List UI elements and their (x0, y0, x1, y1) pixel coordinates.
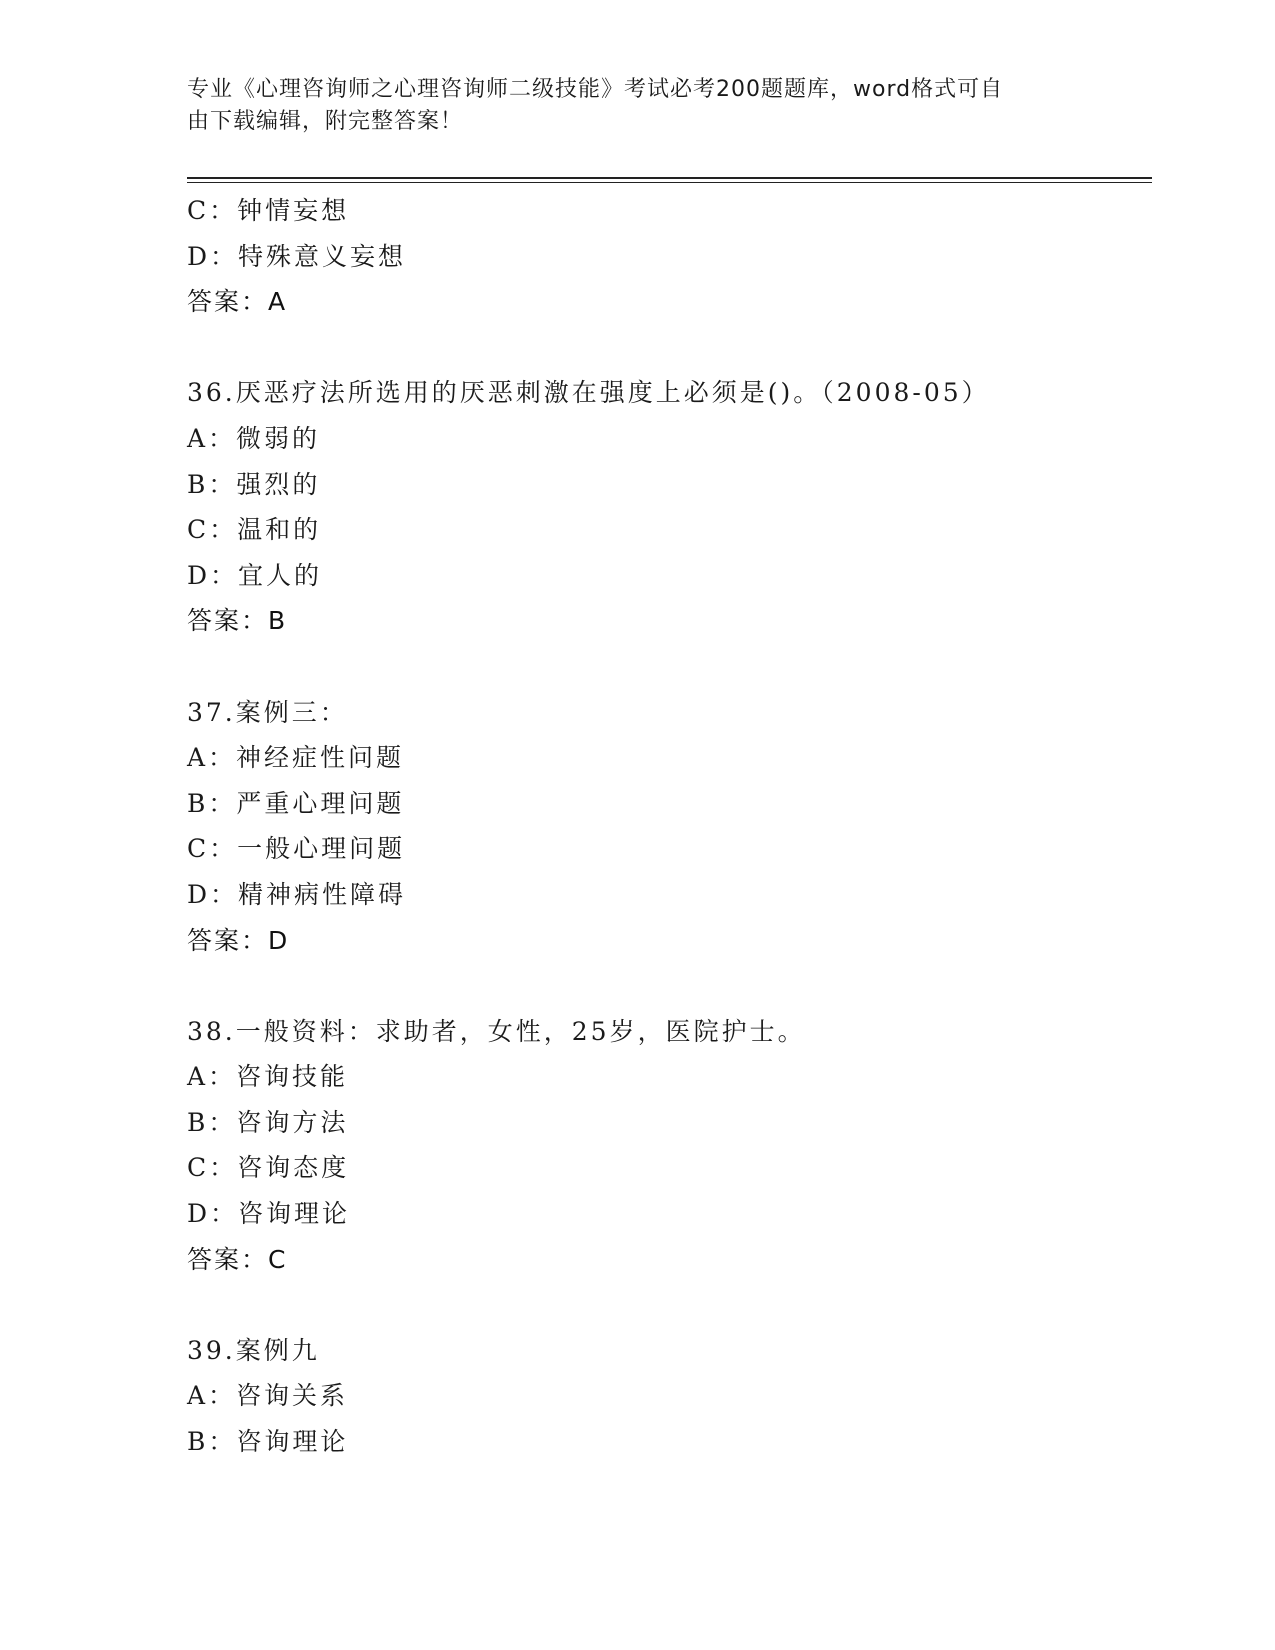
header-divider-thin (187, 182, 1152, 183)
question-text: 37.案例三： (187, 697, 348, 727)
question-list (187, 188, 1152, 1465)
option-b: B：咨询理论 (187, 1427, 349, 1457)
document-header (187, 74, 1067, 138)
answer-line: 答案：B (187, 606, 288, 636)
header-title-line-1: 专业《心理咨询师之心理咨询师二级技能》考试必考200题题库，word格式可自 (187, 77, 1004, 102)
spacer (187, 325, 1152, 371)
question-block-37 (187, 690, 1152, 964)
spacer (187, 1282, 1152, 1328)
option-b: B：强烈的 (187, 469, 321, 499)
spacer (187, 963, 1152, 1009)
question-text: 36.厌恶疗法所选用的厌恶刺激在强度上必须是()。（2008-05） (187, 378, 990, 408)
option-a: A：微弱的 (187, 423, 321, 453)
option-c: C：一般心理问题 (187, 834, 406, 864)
option-b: B：咨询方法 (187, 1107, 349, 1137)
option-c: C：咨询态度 (187, 1153, 350, 1183)
option-b: B：严重心理问题 (187, 788, 405, 818)
option-a: A：咨询技能 (187, 1062, 349, 1092)
question-text: 38.一般资料：求助者，女性，25岁，医院护士。 (187, 1016, 806, 1046)
question-block-35-continued (187, 188, 1152, 325)
question-text: 39.案例九 (187, 1335, 320, 1365)
option-c: C：温和的 (187, 515, 322, 545)
question-block-38 (187, 1009, 1152, 1283)
option-a: A：咨询关系 (187, 1381, 349, 1411)
question-block-39 (187, 1328, 1152, 1465)
option-c: C：钟情妄想 (187, 196, 350, 225)
header-title-line-2: 由下载编辑，附完整答案！ (187, 109, 464, 134)
option-a: A：神经症性问题 (187, 743, 405, 773)
option-d: D：特殊意义妄想 (187, 241, 407, 271)
spacer (187, 644, 1152, 690)
question-block-36 (187, 370, 1152, 644)
answer-line: 答案：D (187, 925, 290, 955)
option-d: D：精神病性障碍 (187, 879, 407, 909)
option-d: D：咨询理论 (187, 1199, 351, 1229)
option-d: D：宜人的 (187, 560, 323, 590)
answer-line: 答案：C (187, 1244, 288, 1274)
answer-line: 答案：A (187, 287, 288, 317)
header-divider-thick (187, 177, 1152, 179)
